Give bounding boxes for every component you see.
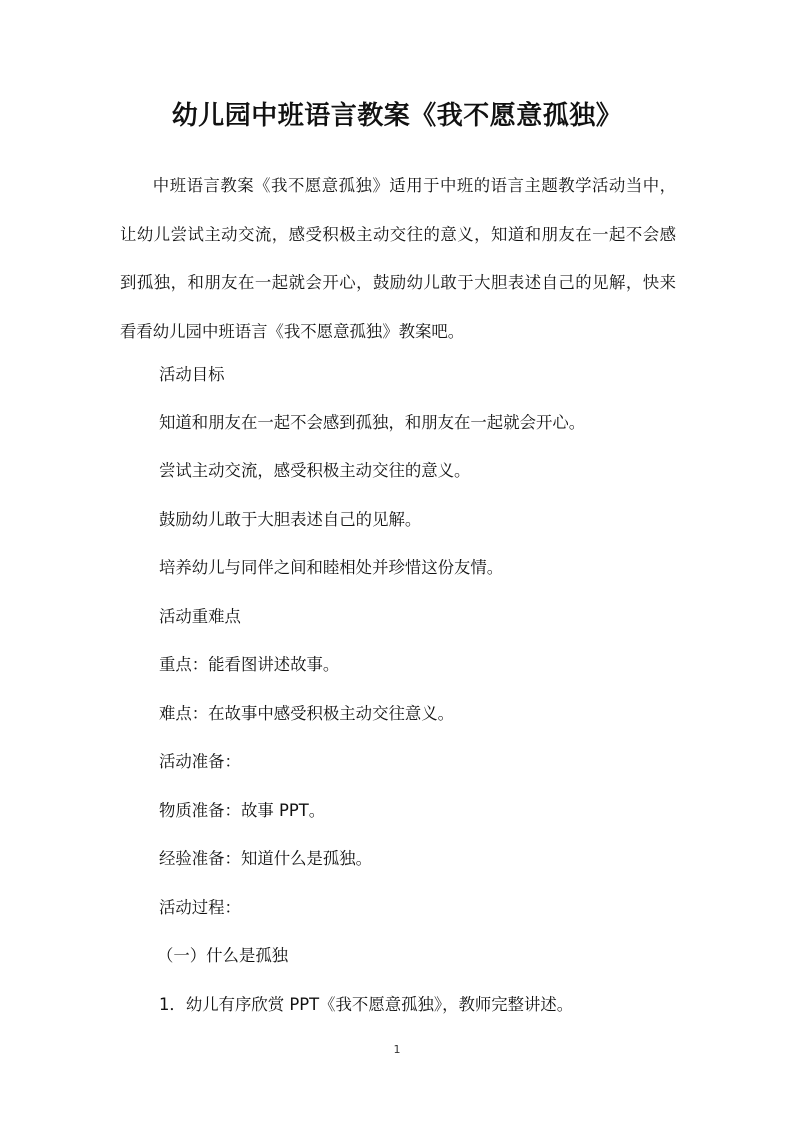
process-section-1: （一）什么是孤独 [157, 946, 289, 965]
heading-process: 活动过程： [159, 898, 241, 917]
difficult-point: 难点：在故事中感受积极主动交往意义。 [159, 704, 455, 723]
heading-activity-goals: 活动目标 [159, 365, 225, 384]
goal-item-4: 培养幼儿与同伴之间和睦相处并珍惜这份友情。 [159, 558, 504, 577]
intro-paragraph: 中班语言教案《我不愿意孤独》适用于中班的语言主题教学活动当中，让幼儿尝试主动交流，感受积极主动交往的意义，知道和朋友在一起不会感到孤独，和朋友在一起就会开心，鼓励幼儿敢于大胆表述自己的见解，快来看看幼儿园中班语言《我不愿意孤独》教案吧。 [120, 176, 676, 341]
heading-preparation: 活动准备： [159, 752, 241, 771]
material-preparation: 物质准备：故事 PPT。 [159, 801, 326, 820]
goal-item-3: 鼓励幼儿敢于大胆表述自己的见解。 [159, 510, 422, 529]
process-step-1: 1．幼儿有序欣赏 PPT《我不愿意孤独》，教师完整讲述。 [159, 995, 574, 1014]
experience-preparation: 经验准备：知道什么是孤独。 [159, 849, 373, 868]
document-title: 幼儿园中班语言教案《我不愿意孤独》 [171, 101, 623, 131]
key-point: 重点：能看图讲述故事。 [159, 655, 340, 674]
goal-item-2: 尝试主动交流，感受积极主动交往的意义。 [159, 461, 471, 480]
heading-key-points: 活动重难点 [159, 607, 241, 626]
page-number: 1 [393, 1043, 401, 1056]
goal-item-1: 知道和朋友在一起不会感到孤独，和朋友在一起就会开心。 [159, 413, 586, 432]
